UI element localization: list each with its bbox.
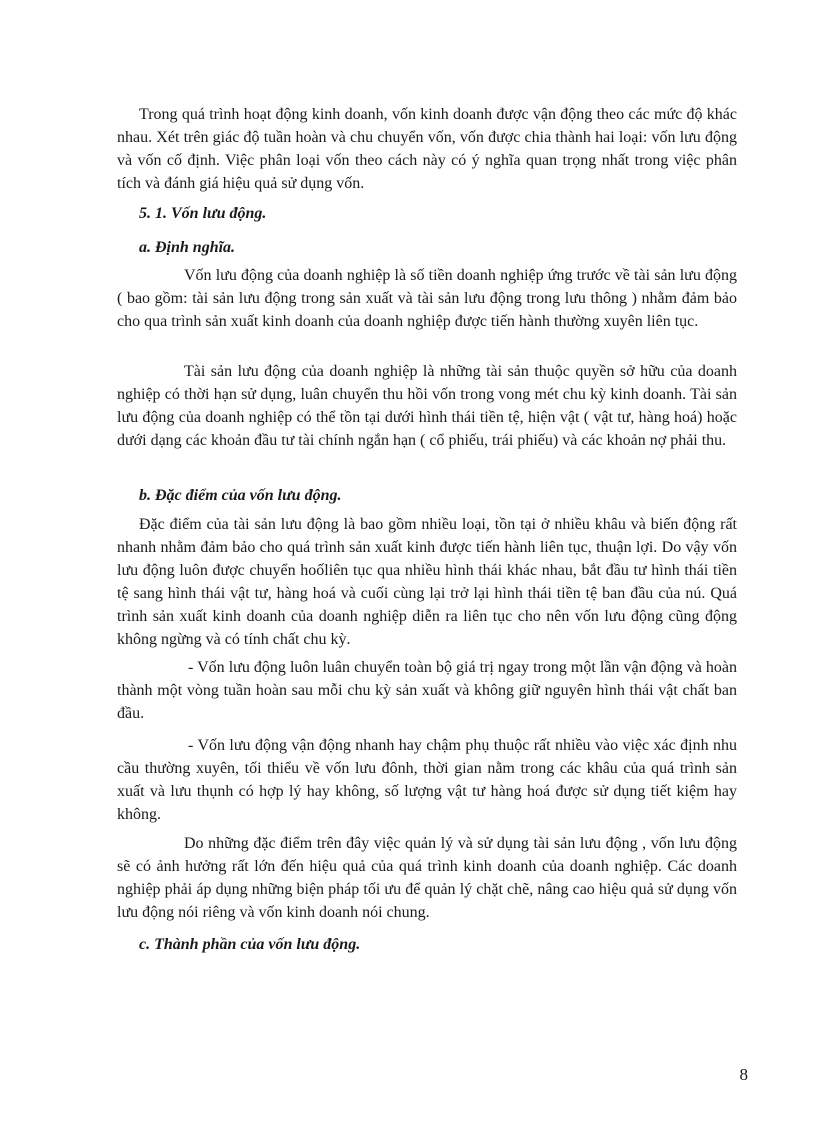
paragraph-definition: Vốn lưu động của doanh nghiệp là số tiền doanh nghiệp ứng trước về tài sản lưu động ( bao gồm: tài sản lưu động trong sản xuất và tài sản lưu động trong lưu thông ) nhằm đảm bảo cho qua trình sản xuất kinh doanh của doanh nghiệp được tiến hành thường xuyên liên tục. — [117, 267, 737, 330]
paragraph-bullet-speed: - Vốn lưu động vận động nhanh hay chậm phụ thuộc rất nhiều vào việc xác định nhu cầu thường xuyên, tối thiểu về vốn lưu đônh, thời gian nằm trong các khâu của quá trình sản xuất và lưu thụnh có hợp lý hay không, số lượng vật tư hàng hoá được sử dụng tiết kiệm hay không. — [117, 737, 737, 823]
heading-characteristics: b. Đặc điểm của vốn lưu động. — [139, 487, 342, 504]
page-number: 8 — [739, 1065, 748, 1084]
heading-definition: a. Định nghĩa. — [139, 239, 236, 256]
heading-components: c. Thành phần của vốn lưu động. — [139, 936, 361, 953]
paragraph-characteristics: Đặc điểm của tài sản lưu động là bao gồm nhiều loại, tồn tại ở nhiều khâu và biến động rất nhanh nhằm đảm bảo cho quá trình sản xuất kinh được tiến hành liên tục, thuận lợi. Do vậy vốn lưu động luôn được chuyển hoốliên tục qua nhiều hình thái khác nhau, bắt đầu tư hình thái tiền tệ sang hình thái vật tư, hàng hoá và cuối cùng lại trở lại hình thái tiền tệ ban đầu của nú. Quá trình sản xuất kinh doanh của doanh nghiệp diễn ra liên tục cho nên vốn lưu động cũng động không ngừng và có tính chất chu kỳ. — [117, 516, 737, 648]
paragraph-conclusion: Do những đặc điểm trên đây việc quản lý và sử dụng tài sản lưu động , vốn lưu động sẽ có ảnh hưởng rất lớn đến hiệu quả của quá trình kinh doanh của doanh nghiệp. Các doanh nghiệp phải áp dụng những biện pháp tối ưu để quản lý chặt chẽ, nâng cao hiệu quả sử dụng vốn lưu động nói riêng và vốn kinh doanh nói chung. — [117, 835, 737, 921]
paragraph-bullet-circulation: - Vốn lưu động luôn luân chuyển toàn bộ giá trị ngay trong một lần vận động và hoàn thành một vòng tuần hoàn sau mỗi chu kỳ sản xuất và không giữ nguyên hình thái vật chất ban đầu. — [117, 659, 737, 722]
paragraph-current-assets: Tài sản lưu động của doanh nghiệp là những tài sản thuộc quyền sở hữu của doanh nghiệp có thời hạn sử dụng, luân chuyển thu hồi vốn trong vong mét chu kỳ kinh doanh. Tài sản lưu động của doanh nghiệp có thể tồn tại dưới hình thái tiền tệ, hiện vật ( vật tư, hàng hoá) hoặc dưới dạng các khoản đầu tư tài chính ngắn hạn ( cổ phiếu, trái phiếu) và các khoản nợ phải thu. — [117, 363, 737, 449]
paragraph-intro: Trong quá trình hoạt động kinh doanh, vốn kinh doanh được vận động theo các mức độ khác nhau. Xét trên giác độ tuần hoàn và chu chuyển vốn, vốn được chia thành hai loại: vốn lưu động và vốn cố định. Việc phân loại vốn theo cách này có ý nghĩa quan trọng nhất trong việc phân tích và đánh giá hiệu quả sử dụng vốn. — [117, 106, 737, 192]
heading-section-5-1: 5. 1. Vốn lưu động. — [139, 205, 267, 222]
